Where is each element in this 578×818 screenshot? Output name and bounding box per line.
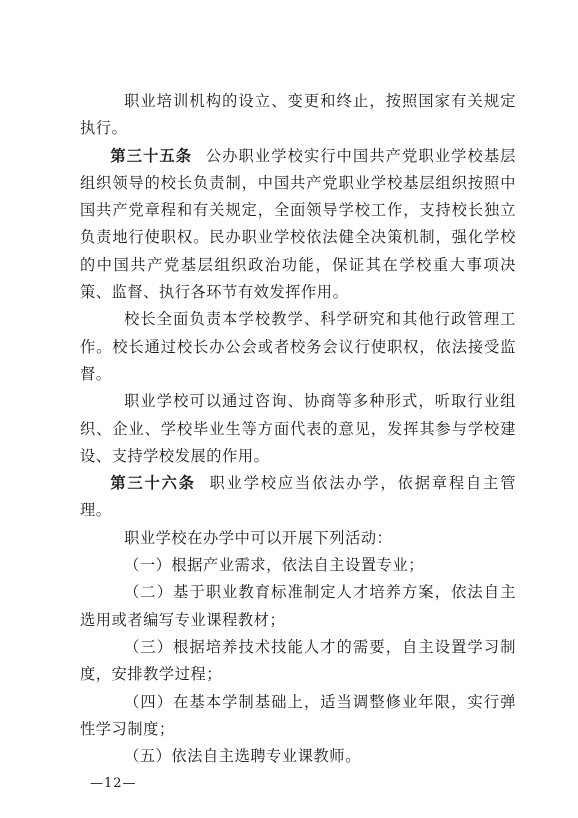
- paragraph: [80, 388, 516, 470]
- paragraph: [80, 552, 516, 579]
- paragraph-text: （五）依法自主选聘专业课教师。: [124, 747, 361, 766]
- paragraph: [80, 689, 516, 744]
- paragraph-text: 职业学校可以通过咨询、协商等多种形式，听取行业组织、企业、学校毕业生等方面代表的意见，发挥其参与学校建设、支持学校发展的作用。: [80, 392, 516, 465]
- paragraph: [80, 579, 516, 634]
- paragraph-text: （二）基于职业教育标准制定人才培养方案，依法自主选用或者编写专业课程教材；: [80, 583, 516, 629]
- paragraph-text: （一）根据产业需求，依法自主设置专业；: [124, 556, 425, 575]
- paragraph: [80, 634, 516, 689]
- paragraph: [80, 143, 516, 307]
- paragraph-text: 职业培训机构的设立、变更和终止，按照国家有关规定执行。: [80, 92, 516, 138]
- paragraph-text: 职业学校在办学中可以开展下列活动：: [124, 528, 393, 547]
- article-number: 第三十六条: [110, 474, 196, 493]
- paragraph-text: 公办职业学校实行中国共产党职业学校基层组织领导的校长负责制，中国共产党职业学校基层组织按照中国共产党章程和有关规定，全面领导学校工作，支持校长独立负责地行使职权。民办职业学校依法健全决策机制，强化学校的中国共产党基层组织政治功能，保证其在学校重大事项决策、监督、执行各环节有效发挥作用。: [80, 146, 517, 302]
- paragraph: [80, 88, 516, 143]
- paragraph-text: （三）根据培养技术技能人才的需要，自主设置学习制度，安排教学过程；: [80, 637, 516, 684]
- paragraph-text: 职业学校应当依法办学，依据章程自主管理。: [80, 474, 517, 520]
- paragraph: [80, 470, 516, 525]
- article-number: 第三十五条: [110, 146, 193, 165]
- paragraph-text: 校长全面负责本学校教学、科学研究和其他行政管理工作。校长通过校长办公会或者校务会议行使职权，依法接受监督。: [80, 310, 516, 383]
- page-number: —12—: [90, 776, 137, 791]
- body-text: [80, 88, 516, 770]
- paragraph: [80, 306, 516, 388]
- paragraph: [80, 525, 516, 552]
- paragraph-text: （四）在基本学制基础上，适当调整修业年限，实行弹性学习制度；: [80, 692, 516, 738]
- paragraph: [80, 743, 516, 770]
